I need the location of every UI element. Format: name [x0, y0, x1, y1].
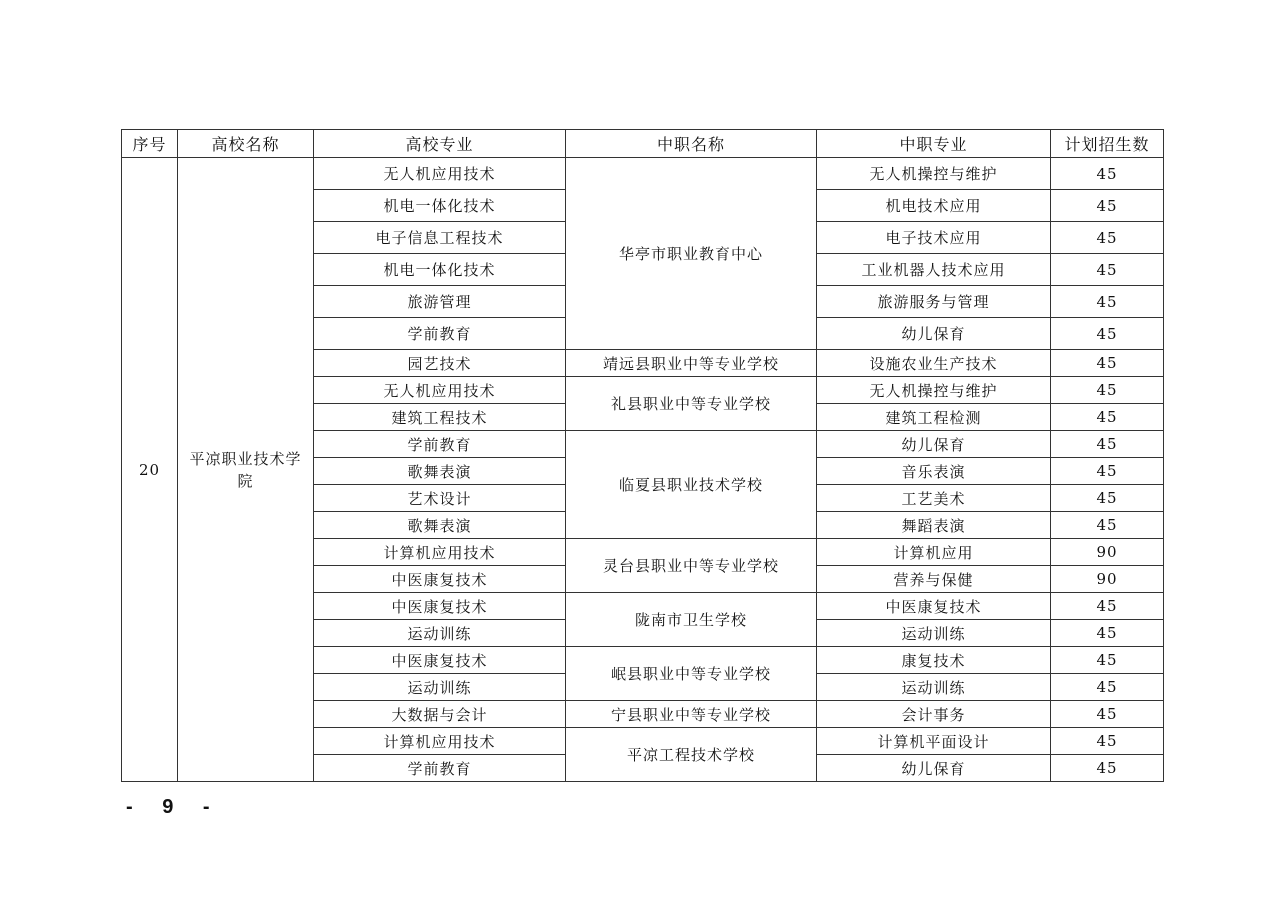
college-major-cell: 歌舞表演: [314, 458, 566, 485]
plan-count-cell: 90: [1051, 539, 1164, 566]
college-major-cell: 中医康复技术: [314, 566, 566, 593]
plan-count-cell: 45: [1051, 458, 1164, 485]
vocational-major-cell: 康复技术: [817, 647, 1051, 674]
plan-count-cell: 45: [1051, 254, 1164, 286]
vocational-name-cell: 平凉工程技术学校: [566, 728, 817, 782]
vocational-name-cell: 靖远县职业中等专业学校: [566, 350, 817, 377]
college-major-cell: 建筑工程技术: [314, 404, 566, 431]
header-plan-count: 计划招生数: [1051, 130, 1164, 158]
plan-count-cell: 45: [1051, 728, 1164, 755]
plan-count-cell: 90: [1051, 566, 1164, 593]
college-major-cell: 运动训练: [314, 674, 566, 701]
vocational-name-cell: 灵台县职业中等专业学校: [566, 539, 817, 593]
college-major-cell: 计算机应用技术: [314, 539, 566, 566]
plan-count-cell: 45: [1051, 674, 1164, 701]
plan-count-cell: 45: [1051, 593, 1164, 620]
college-major-cell: 学前教育: [314, 431, 566, 458]
plan-count-cell: 45: [1051, 222, 1164, 254]
vocational-major-cell: 幼儿保育: [817, 431, 1051, 458]
vocational-major-cell: 设施农业生产技术: [817, 350, 1051, 377]
vocational-major-cell: 无人机操控与维护: [817, 158, 1051, 190]
table-header-row: [122, 130, 1164, 158]
college-major-cell: 电子信息工程技术: [314, 222, 566, 254]
plan-count-cell: 45: [1051, 318, 1164, 350]
plan-count-cell: 45: [1051, 286, 1164, 318]
vocational-name-cell: 宁县职业中等专业学校: [566, 701, 817, 728]
college-major-cell: 机电一体化技术: [314, 254, 566, 286]
vocational-major-cell: 电子技术应用: [817, 222, 1051, 254]
plan-count-cell: 45: [1051, 190, 1164, 222]
vocational-name-cell: 礼县职业中等专业学校: [566, 377, 817, 431]
header-vocational-name: 中职名称: [566, 130, 817, 158]
vocational-major-cell: 无人机操控与维护: [817, 377, 1051, 404]
vocational-major-cell: 建筑工程检测: [817, 404, 1051, 431]
vocational-major-cell: 营养与保健: [817, 566, 1051, 593]
college-major-cell: 计算机应用技术: [314, 728, 566, 755]
college-major-cell: 大数据与会计: [314, 701, 566, 728]
college-major-cell: 学前教育: [314, 755, 566, 782]
plan-count-cell: 45: [1051, 431, 1164, 458]
college-major-cell: 学前教育: [314, 318, 566, 350]
page-number: - 9 -: [126, 796, 222, 818]
college-major-cell: 园艺技术: [314, 350, 566, 377]
vocational-major-cell: 舞蹈表演: [817, 512, 1051, 539]
vocational-major-cell: 机电技术应用: [817, 190, 1051, 222]
college-name-cell: 平凉职业技术学院: [178, 158, 314, 782]
vocational-major-cell: 音乐表演: [817, 458, 1051, 485]
vocational-major-cell: 运动训练: [817, 620, 1051, 647]
header-vocational-major: 中职专业: [817, 130, 1051, 158]
plan-count-cell: 45: [1051, 512, 1164, 539]
vocational-major-cell: 中医康复技术: [817, 593, 1051, 620]
enrollment-plan-table: [121, 129, 1164, 782]
seq-cell: 20: [122, 158, 178, 782]
header-college-name: 高校名称: [178, 130, 314, 158]
plan-count-cell: 45: [1051, 377, 1164, 404]
college-major-cell: 中医康复技术: [314, 647, 566, 674]
vocational-major-cell: 计算机应用: [817, 539, 1051, 566]
vocational-major-cell: 计算机平面设计: [817, 728, 1051, 755]
plan-count-cell: 45: [1051, 404, 1164, 431]
plan-count-cell: 45: [1051, 755, 1164, 782]
vocational-name-cell: 陇南市卫生学校: [566, 593, 817, 647]
college-major-cell: 运动训练: [314, 620, 566, 647]
college-major-cell: 机电一体化技术: [314, 190, 566, 222]
vocational-major-cell: 运动训练: [817, 674, 1051, 701]
vocational-name-cell: 华亭市职业教育中心: [566, 158, 817, 350]
header-seq: 序号: [122, 130, 178, 158]
vocational-major-cell: 旅游服务与管理: [817, 286, 1051, 318]
plan-count-cell: 45: [1051, 620, 1164, 647]
vocational-major-cell: 幼儿保育: [817, 755, 1051, 782]
plan-count-cell: 45: [1051, 158, 1164, 190]
vocational-major-cell: 工艺美术: [817, 485, 1051, 512]
plan-count-cell: 45: [1051, 701, 1164, 728]
vocational-major-cell: 幼儿保育: [817, 318, 1051, 350]
plan-count-cell: 45: [1051, 350, 1164, 377]
table-row: [122, 158, 1164, 190]
plan-count-cell: 45: [1051, 647, 1164, 674]
college-major-cell: 无人机应用技术: [314, 377, 566, 404]
college-major-cell: 中医康复技术: [314, 593, 566, 620]
college-major-cell: 艺术设计: [314, 485, 566, 512]
college-major-cell: 无人机应用技术: [314, 158, 566, 190]
vocational-major-cell: 会计事务: [817, 701, 1051, 728]
plan-count-cell: 45: [1051, 485, 1164, 512]
vocational-name-cell: 岷县职业中等专业学校: [566, 647, 817, 701]
college-major-cell: 旅游管理: [314, 286, 566, 318]
vocational-major-cell: 工业机器人技术应用: [817, 254, 1051, 286]
college-major-cell: 歌舞表演: [314, 512, 566, 539]
vocational-name-cell: 临夏县职业技术学校: [566, 431, 817, 539]
header-college-major: 高校专业: [314, 130, 566, 158]
